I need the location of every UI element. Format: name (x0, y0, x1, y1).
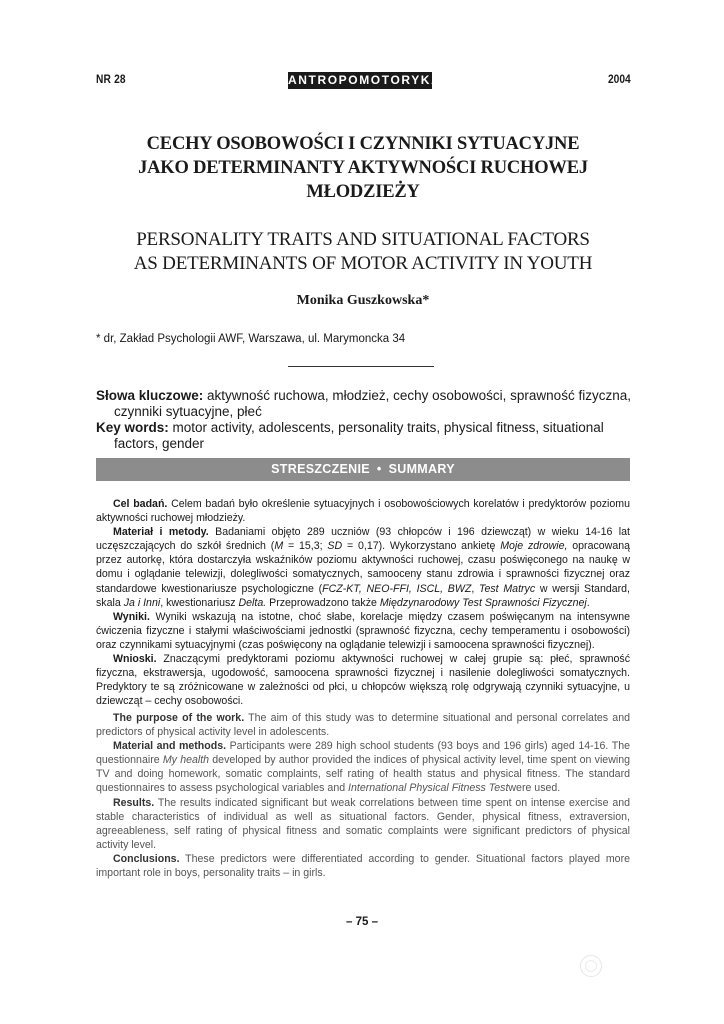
summary-bullet: • (376, 462, 382, 476)
abstract-text: Participants were 289 high school students (93 boys and 196 girls) aged 14-16. The questionnaire (96, 740, 630, 767)
abstract-text: These predictors were differentiated according to gender. Situational factors played more important role in boys, personality traits – in girls. (96, 852, 630, 880)
issue-number: NR 28 (96, 72, 126, 86)
abstract-text: were used. (508, 782, 561, 795)
abstract-section-label: Wnioski. (113, 653, 157, 666)
title-polish-line: CECHY OSOBOWOŚCI I CZYNNIKI SYTUACYJNE (146, 134, 580, 154)
author-affiliation: * dr, Zakład Psychologii AWF, Warszawa, ul. Marymoncka 34 (96, 333, 406, 345)
abstract-text: Przeprowadzono także (266, 596, 380, 609)
title-polish-line: JAKO DETERMINANTY AKTYWNOŚCI RUCHOWEJ (138, 158, 588, 178)
summary-label-polish: STRESZCZENIE (271, 462, 370, 476)
abstract-text: opracowaną przez autorkę, która dostarczyła wskaźników poziomu aktywności ruchowej, czasu poświęconego na naukę w domu i oglądanie telewizji, dolegliwości somatycznych, samooceny stanu zdrowia i sprawności fizycznej oraz standardowe kwestionariusze psychologiczne ( (96, 540, 630, 595)
abstract-text: w wersji Standard, skala (96, 582, 630, 609)
abstract-text: Badaniami objęto 289 uczniów (93 chłopców i 196 dziewcząt) w wieku 14-16 lat uczęszczających do szkół średnich ( (96, 526, 630, 553)
abstract-italic: SD (327, 540, 343, 553)
abstract-section-label: The purpose of the work. (113, 712, 245, 724)
abstract-text: The aim of this study was to determine situational and personal correlates and predictors of physical activity level in adolescents. (96, 712, 630, 739)
abstract-paragraph (96, 711, 630, 739)
abstract-paragraph (96, 610, 630, 652)
abstract-text: , (471, 582, 479, 595)
abstract-section-label: Materiał i metody. (113, 526, 209, 539)
abstract-italic: Ja i Inni (123, 596, 161, 609)
keywords-polish-label: Słowa kluczowe: (96, 388, 204, 403)
abstract-english (96, 711, 630, 880)
author-name: Monika Guszkowska* (296, 293, 430, 308)
abstract-section-label: Material and methods. (113, 740, 227, 753)
abstract-paragraph (96, 497, 630, 525)
summary-label-english: SUMMARY (388, 462, 455, 476)
abstract-text: Wyniki wskazują na istotne, choć słabe, korelacje między czasem poświęcanym na intensywne ćwiczenia fizyczne i stałymi właściwościami jednostki (sprawność fizyczna, cechy temperamentu i osobowości) oraz czynnikami sytuacyjnymi (czas poświęcony na oglądanie telewizji i samoocena sprawności fizycznej). (96, 610, 630, 651)
abstract-paragraph (96, 652, 630, 708)
keywords-polish-cont: czynniki sytuacyjne, płeć (114, 404, 262, 419)
title-english-line: PERSONALITY TRAITS AND SITUATIONAL FACTORS (136, 229, 590, 250)
abstract-text: Znaczącymi predyktorami poziomu aktywności ruchowej w całej grupie są: płeć, sprawność fizyczna, ekstrawersja, ugodowość, samoocena sprawności fizycznej i nasilenie dolegliwości somatycznych. Predyktory te są zróżnicowane w zależności od płci, u chłopców większą rolę odgrywają czynniki sytuacyjne, u dziewcząt – cechy osobowości. (96, 653, 630, 708)
title-english (96, 228, 630, 276)
abstract-text: . (586, 596, 590, 609)
abstract-text: , kwestionariusz (160, 596, 239, 609)
abstract-section-label: Results. (113, 796, 155, 809)
keywords-english-label: Key words: (96, 420, 169, 435)
watermark-seal-inner-icon (585, 960, 597, 972)
abstract-italic: My health (162, 754, 210, 767)
separator-line (288, 366, 434, 367)
abstract-italic: International Physical Fitness Test (348, 782, 509, 795)
abstract-text: developed by author provided the indices of physical activity level, time spent on viewing TV and doing homework, somatic complaints, self rating of health status and physical fitness. The standard questionnaires to assess psychological variables and (96, 754, 630, 795)
page-number: – 75 – (346, 916, 378, 928)
abstract-section-label: Conclusions. (113, 852, 180, 865)
summary-header-bar (96, 458, 630, 481)
title-polish-line: MŁODZIEŻY (306, 182, 420, 202)
keywords-polish-text: aktywność ruchowa, młodzież, cechy osobowości, sprawność fizyczna, (203, 388, 631, 403)
abstract-text: = 15,3; (283, 540, 328, 553)
abstract-italic: Moje zdrowie, (500, 540, 568, 553)
abstract-italic: Międzynarodowy Test Sprawności Fizycznej (379, 596, 587, 609)
abstract-paragraph (96, 852, 630, 880)
abstract-paragraph (96, 796, 630, 852)
abstract-text: = 0,17). Wykorzystano ankietę (342, 540, 501, 553)
abstract-text: The results indicated significant but weak correlations between time spent on intense exercise and stable characteristics of individual as well as situational factors. Gender, physical fitness, extraversion, agreeableness, self rating of physical fitness and somatic complaints were significant predictors of physical activity level. (96, 796, 630, 851)
publication-year: 2004 (608, 72, 631, 86)
title-english-line: AS DETERMINANTS OF MOTOR ACTIVITY IN YOUTH (133, 253, 593, 274)
keywords-english-cont: factors, gender (114, 436, 205, 451)
abstract-paragraph (96, 739, 630, 795)
abstract-italic: Test Matryc (479, 582, 536, 595)
abstract-section-label: Cel badań. (113, 498, 168, 510)
abstract-italic: M (274, 540, 284, 553)
abstract-paragraph (96, 525, 630, 610)
keywords-english-text: motor activity, adolescents, personality traits, physical fitness, situational (168, 420, 604, 435)
title-polish (96, 132, 630, 204)
abstract-section-label: Wyniki. (113, 610, 150, 623)
journal-name: ANTROPOMOTORYKA (288, 73, 442, 87)
abstract-text: Celem badań było określenie sytuacyjnych i osobowościowych korelatów i predyktorów poziomu aktywności ruchowej młodzieży. (96, 498, 630, 525)
keywords-english (96, 420, 636, 436)
abstract-italic: Delta. (238, 596, 267, 609)
keywords-polish (96, 388, 636, 404)
abstract-polish (96, 497, 630, 708)
keywords-block (96, 388, 636, 452)
abstract-italic: FCZ-KT, NEO-FFI, ISCL, BWZ (322, 582, 472, 595)
